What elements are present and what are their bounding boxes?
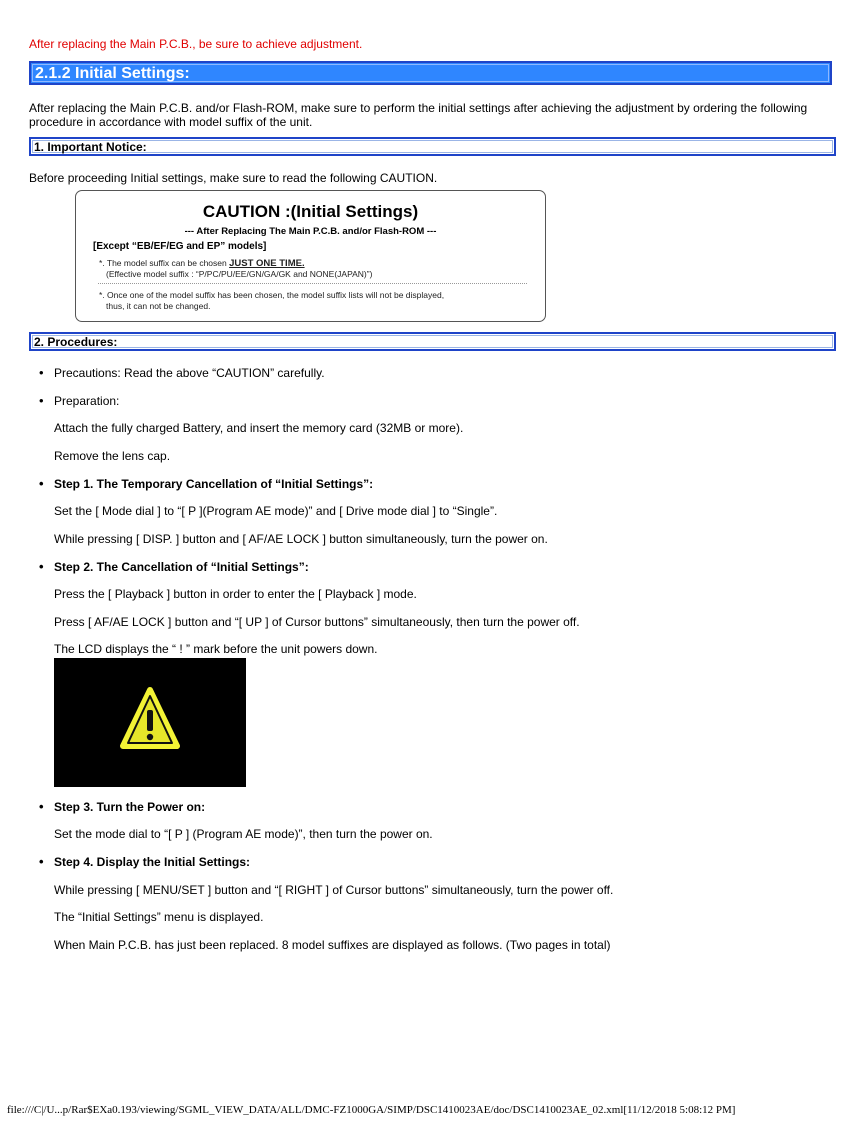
prep-step-1: Attach the fully charged Battery, and insert the memory card (32MB or more). [54,421,464,435]
step3-line-a: Set the mode dial to “[ P ] (Program AE mode)”, then turn the power on. [54,827,433,841]
important-notice-header [29,137,836,156]
just-one-time-emphasis: JUST ONE TIME. [229,258,305,269]
caution-line-2: (Effective model suffix : “P/PC/PU/EE/GN/GA/GK and NONE(JAPAN)”) [106,269,373,279]
lcd-screen-image [54,658,246,787]
step1-line-a: Set the [ Mode dial ] to “[ P ](Program AE mode)” and [ Drive mode dial ] to “Single”. [54,504,498,518]
procedures-title: 2. Procedures: [34,335,118,349]
caution-line-3: *. Once one of the model suffix has been chosen, the model suffix lists will not be displayed, [99,290,445,300]
prep-step-2: Remove the lens cap. [54,449,171,463]
warning-triangle-icon [54,658,246,787]
intro-paragraph: After replacing the Main P.C.B. and/or Flash-ROM, make sure to perform the initial settings after achieving the adjustment by ordering the following procedure in accordance with model suffix of the unit. [29,101,808,129]
caution-divider [98,283,527,284]
adjustment-notice: After replacing the Main P.C.B., be sure to achieve adjustment. [29,37,363,51]
step2-line-c: The LCD displays the “ ! ” mark before the unit powers down. [54,642,378,656]
caution-title: CAUTION :(Initial Settings) [202,202,419,221]
caution-line-4: thus, it can not be changed. [106,301,211,311]
caution-box [75,190,546,322]
caution-line-1: *. The model suffix can be chosen JUST ONE TIME. [99,258,305,269]
step1-line-b: While pressing [ DISP. ] button and [ AF/AE LOCK ] button simultaneously, turn the power on. [54,532,548,546]
page-footer-url: file:///C|/U...p/Rar$EXa0.193/viewing/SGML_VIEW_DATA/ALL/DMC-FZ1000GA/SIMP/DSC1410023AE/doc/DSC1410023AE_02.xml[11/12/2018 5:08:12 PM] [7,1104,736,1116]
step2-line-a: Press the [ Playback ] button in order to enter the [ Playback ] mode. [54,587,417,601]
section-header [29,61,832,85]
section-title: 2.1.2 Initial Settings: [35,65,190,82]
step2-line-b: Press [ AF/AE LOCK ] button and “[ UP ] of Cursor buttons” simultaneously, then turn the power off. [54,615,580,629]
important-notice-title: 1. Important Notice: [34,140,147,154]
important-notice-text: Before proceeding Initial settings, make sure to read the following CAUTION. [29,171,438,185]
caution-subtitle: --- After Replacing The Main P.C.B. and/or Flash-ROM --- [184,226,437,237]
step4-line-a: While pressing [ MENU/SET ] button and “[ RIGHT ] of Cursor buttons” simultaneously, turn the power off. [54,883,614,897]
caution-except: [Except “EB/EF/EG and EP” models] [93,241,267,252]
step4-line-c: When Main P.C.B. has just been replaced. 8 model suffixes are displayed as follows. (Two pages in total) [54,938,611,952]
procedures-header [29,332,836,351]
step4-line-b: The “Initial Settings” menu is displayed. [54,910,264,924]
